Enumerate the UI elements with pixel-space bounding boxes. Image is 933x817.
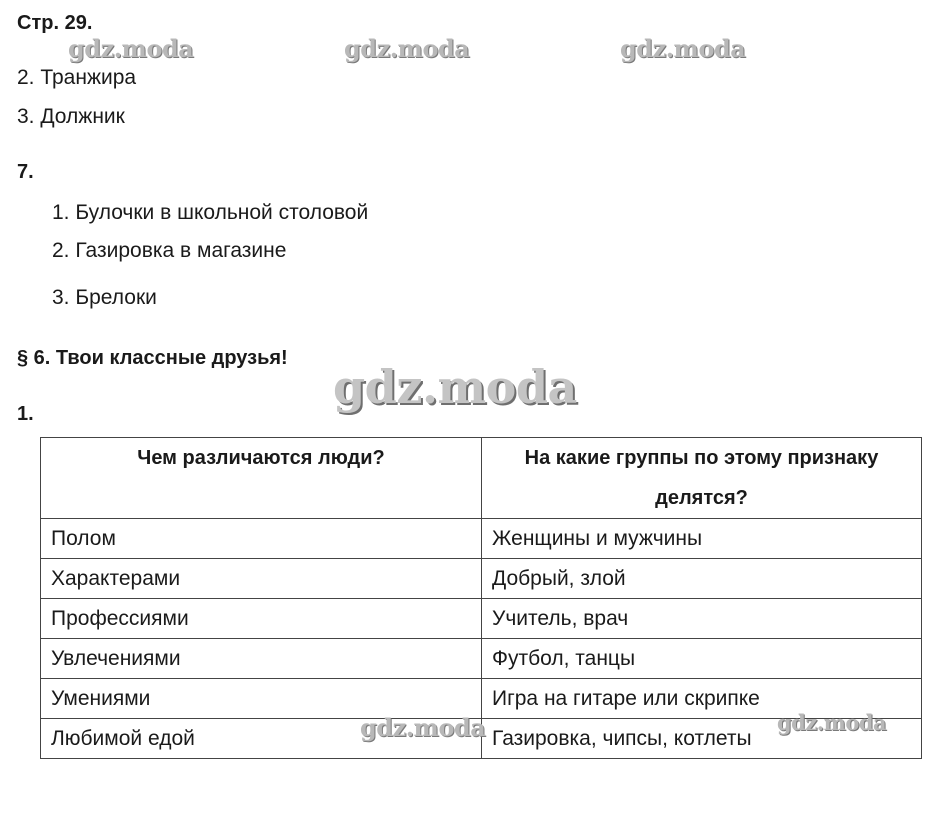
table-cell: Профессиями xyxy=(41,599,482,639)
watermark: gdz.moda xyxy=(360,713,486,742)
watermark: gdz.moda xyxy=(344,34,470,63)
watermark: gdz.moda xyxy=(333,360,577,414)
table-cell: Умениями xyxy=(41,679,482,719)
table-cell: Газировка, чипсы, котлеты xyxy=(482,719,922,759)
table-cell: Полом xyxy=(41,519,482,559)
answer-item: 2. Транжира xyxy=(17,66,137,89)
table-header-cell: Чем различаются люди? xyxy=(41,438,482,519)
table-cell: Женщины и мужчины xyxy=(482,519,922,559)
watermark: gdz.moda xyxy=(68,34,194,63)
table-cell: Добрый, злой xyxy=(482,559,922,599)
page-reference: Стр. 29. xyxy=(17,12,93,34)
table-row xyxy=(41,519,922,559)
watermark: gdz.moda xyxy=(620,34,746,63)
table-cell: Футбол, танцы xyxy=(482,639,922,679)
answer-item: 3. Должник xyxy=(17,105,125,128)
table-row xyxy=(41,639,922,679)
list-item: 1. Булочки в школьной столовой xyxy=(52,201,369,224)
table-cell: Характерами xyxy=(41,559,482,599)
table-cell: Любимой едой xyxy=(41,719,482,759)
table-cell: Увлечениями xyxy=(41,639,482,679)
list-item: 3. Брелоки xyxy=(52,286,157,309)
table-row xyxy=(41,559,922,599)
watermark: gdz.moda xyxy=(777,710,887,735)
table-row xyxy=(41,599,922,639)
section-title: § 6. Твои классные друзья! xyxy=(17,347,288,369)
task-number: 7. xyxy=(17,161,34,183)
table-header-cell: На какие группы по этому признаку делятся? xyxy=(482,438,922,519)
table-header-row xyxy=(41,438,922,519)
table-cell: Игра на гитаре или скрипке xyxy=(482,679,922,719)
list-item: 2. Газировка в магазине xyxy=(52,239,287,262)
table-cell: Учитель, врач xyxy=(482,599,922,639)
task-number: 1. xyxy=(17,403,34,425)
